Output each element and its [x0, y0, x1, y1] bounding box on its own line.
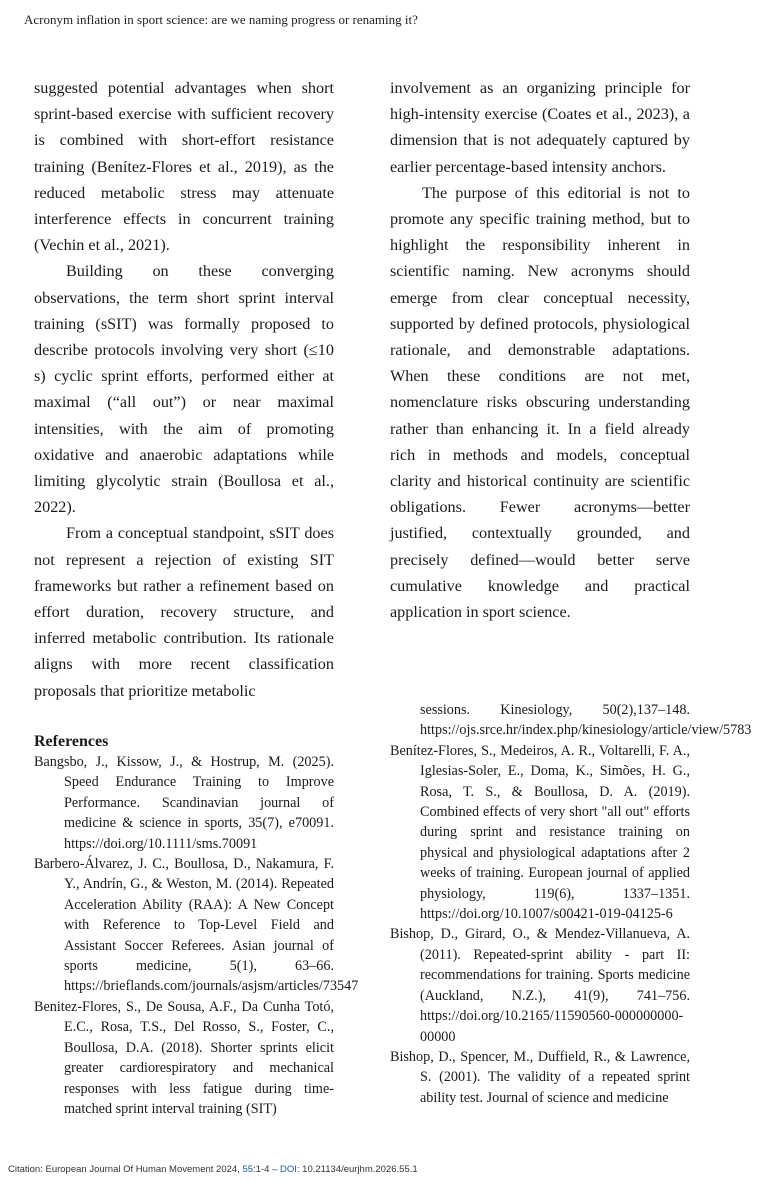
- footer-doi-label: DOI:: [279, 1164, 300, 1175]
- footer-prefix: Citation: European Journal Of Human Movement 2024,: [8, 1164, 243, 1175]
- references-column-left: [34, 752, 359, 1119]
- running-head: Acronym inflation in sport science: are we naming progress or renaming it?: [24, 12, 418, 27]
- reference-entry: Benitez-Flores, S., De Sousa, A.F., Da Cunha Totó, E.C., Rosa, T.S., Del Rosso, S., Foster, C., Boullosa, D.A. (2018). Shorter sprints elicit greater cardiorespiratory and mechanical responses with less fatigue during time-matched sprint interval training (SIT): [34, 998, 334, 1117]
- body-paragraph: suggested potential advantages when short sprint-based exercise with sufficient recovery is combined with short-effort resistance training (Benítez-Flores et al., 2019), as the reduced metabolic stress may attenuate interference effects in concurrent training (Vechin et al., 2021).: [34, 79, 334, 255]
- reference-entry: Benítez-Flores, S., Medeiros, A. R., Voltarelli, F. A., Iglesias-Soler, E., Doma, K., Simões, H. G., Rosa, T. S., & Boullosa, D. A. (2019). Combined effects of very short "all out" efforts during sprint and resistance training on physical and physiological adaptations after 2 weeks of training. European journal of applied physiology, 119(6), 1337–1351. https://doi.org/10.1007/s00421-019-04125-6: [390, 742, 690, 923]
- reference-entry: sessions. Kinesiology, 50(2),137–148. https://ojs.srce.hr/index.php/kinesiology/article/view/5783: [420, 702, 752, 739]
- body-column-left: [34, 75, 334, 704]
- footer-doi-value: 10.21134/eurjhm.2026.55.1: [299, 1164, 418, 1175]
- references-heading: References: [34, 733, 109, 750]
- reference-entry: Barbero-Álvarez, J. C., Boullosa, D., Nakamura, F. Y., Andrín, G., & Weston, M. (2014). Repeated Acceleration Ability (RAA): A New Concept with Reference to Top-Level Field and Assistant Soccer Referees. Asian journal of sports medicine, 5(1), 63–66. https://brieflands.com/journals/asjsm/articles/73547: [34, 856, 359, 995]
- body-paragraph: From a conceptual standpoint, sSIT does not represent a rejection of existing SIT frameworks but rather a refinement based on effort duration, recovery structure, and inferred metabolic contribution. Its rationale aligns with more recent classification proposals that prioritize metabolic: [34, 524, 334, 700]
- body-column-right: [390, 75, 690, 625]
- body-paragraph: Building on these converging observations, the term short sprint interval training (sSIT) was formally proposed to describe protocols involving very short (≤10 s) cyclic sprint efforts, performed either at maximal (“all out”) or near maximal intensities, with the aim of promoting oxidative and anaerobic adaptations while limiting glycolytic strain (Boullosa et al., 2022).: [34, 262, 334, 517]
- body-paragraph: involvement as an organizing principle for high-intensity exercise (Coates et al., 2023), a dimension that is not adequately captured by earlier percentage-based intensity anchors.: [390, 79, 690, 176]
- footer-volume: 55: [242, 1164, 254, 1175]
- footer-pages: :1-4 –: [253, 1164, 280, 1175]
- reference-entry: Bangsbo, J., Kissow, J., & Hostrup, M. (2025). Speed Endurance Training to Improve Performance. Scandinavian journal of medicine & science in sports, 35(7), e70091. https://doi.org/10.1111/sms.70091: [34, 754, 334, 852]
- reference-entry: Bishop, D., Girard, O., & Mendez-Villanueva, A. (2011). Repeated-sprint ability - part II: recommendations for training. Sports medicine (Auckland, N.Z.), 41(9), 741–756. https://doi.org/10.2165/11590560-000000000-00000: [390, 926, 690, 1045]
- reference-entry: Bishop, D., Spencer, M., Duffield, R., & Lawrence, S. (2001). The validity of a repeated sprint ability test. Journal of science and medicine: [390, 1048, 690, 1106]
- references-column-right: [390, 700, 752, 1108]
- body-paragraph: The purpose of this editorial is not to promote any specific training method, but to highlight the responsibility inherent in scientific naming. New acronyms should emerge from clear conceptual necessity, supported by defined protocols, physiological rationale, and demonstrable adaptations. When these conditions are not met, nomenclature risks obscuring understanding rather than enhancing it. In a field already rich in methods and models, conceptual clarity and historical continuity are scientific obligations. Fewer acronyms—better justified, contextually grounded, and precisely defined—would better serve cumulative knowledge and practical application in sport science.: [390, 183, 690, 622]
- citation-footer: [8, 1164, 418, 1175]
